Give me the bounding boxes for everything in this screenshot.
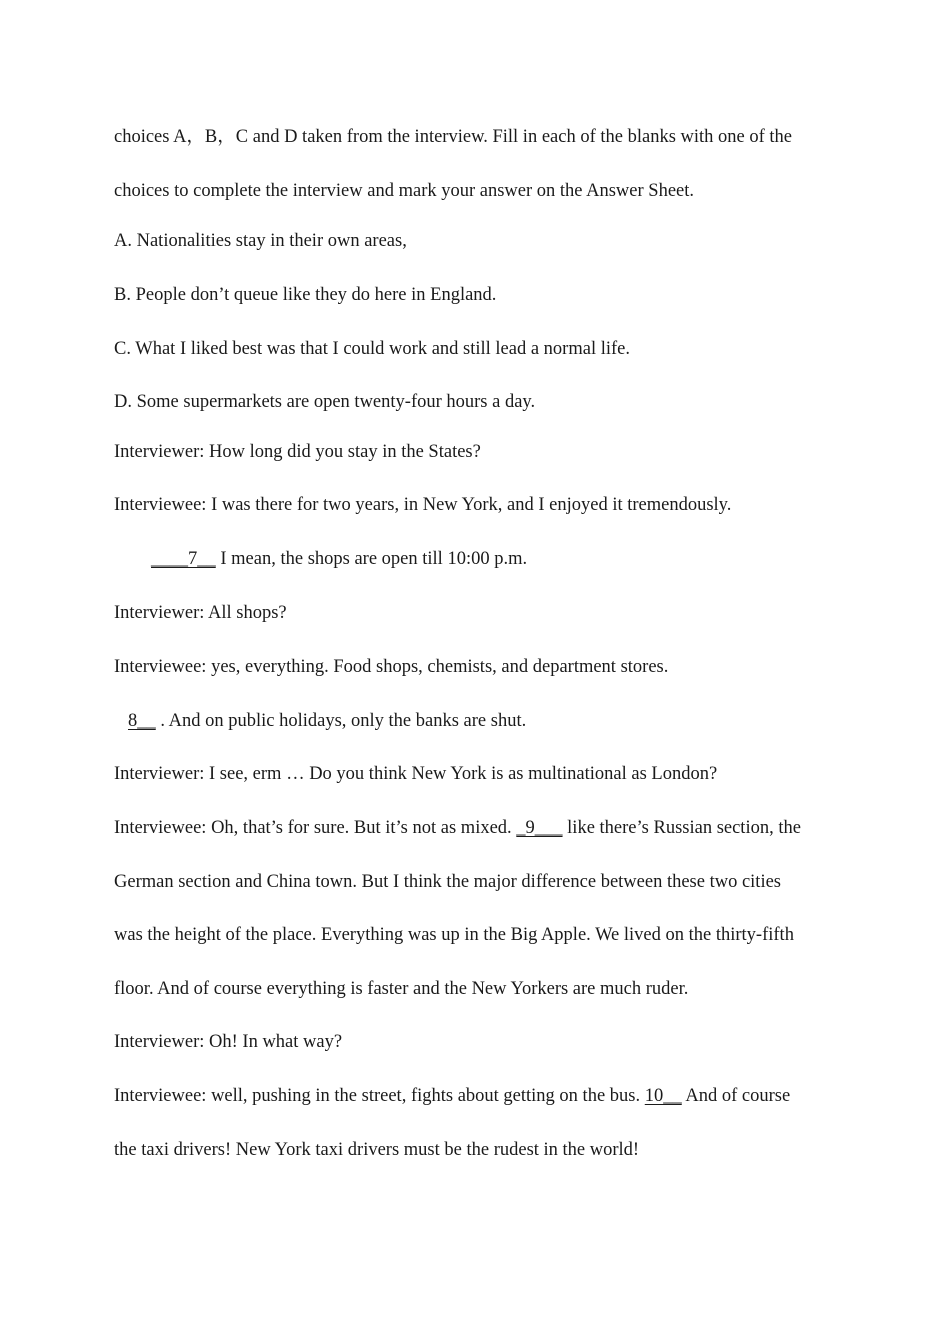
interviewee-a3-line-2: German section and China town. But I think the major difference between these two cities — [114, 872, 782, 892]
blank-9[interactable]: _9___ — [516, 818, 563, 838]
a4-end: And of course — [681, 1086, 791, 1106]
interviewee-a2: Interviewee: yes, everything. Food shops, chemists, and department stores. — [114, 657, 669, 677]
option-c: C. What I liked best was that I could work and still lead a normal life. — [114, 339, 630, 359]
intro-line-1: choices A，B，C and D taken from the interview. Fill in each of the blanks with one of the — [114, 127, 793, 147]
option-b: B. People don’t queue like they do here in England. — [114, 285, 497, 305]
intro-line-2: choices to complete the interview and mark your answer on the Answer Sheet. — [114, 181, 695, 201]
a1-continuation: I mean, the shops are open till 10:00 p.m. — [215, 549, 528, 569]
blank-8[interactable]: 8__ — [128, 711, 156, 731]
interviewer-q4: Interviewer: Oh! In what way? — [114, 1032, 343, 1052]
a3-start: Interviewee: Oh, that’s for sure. But it’s not as mixed. — [114, 818, 517, 838]
a2-continuation: . And on public holidays, only the banks are shut. — [155, 711, 527, 731]
option-a: A. Nationalities stay in their own areas, — [114, 231, 407, 251]
a3-end: like there’s Russian section, the — [562, 818, 801, 838]
interviewee-a1: Interviewee: I was there for two years, in New York, and I enjoyed it tremendously. — [114, 495, 732, 515]
answer-line-blank-7 — [151, 548, 527, 570]
answer-line-blank-8 — [128, 710, 526, 732]
option-d: D. Some supermarkets are open twenty-four hours a day. — [114, 392, 536, 412]
interviewer-q2: Interviewer: All shops? — [114, 603, 287, 623]
interviewee-a4-line-1 — [114, 1085, 790, 1107]
blank-7[interactable]: ____7__ — [151, 549, 216, 569]
interviewee-a3-line-1 — [114, 817, 801, 839]
interviewee-a4-line-2: the taxi drivers! New York taxi drivers must be the rudest in the world! — [114, 1140, 640, 1160]
a4-start: Interviewee: well, pushing in the street, fights about getting on the bus. — [114, 1086, 645, 1106]
blank-10[interactable]: 10__ — [644, 1086, 682, 1106]
interviewee-a3-line-4: floor. And of course everything is faster and the New Yorkers are much ruder. — [114, 979, 689, 999]
interviewee-a3-line-3: was the height of the place. Everything was up in the Big Apple. We lived on the thirty-fifth — [114, 925, 794, 945]
interviewer-q3: Interviewer: I see, erm … Do you think New York is as multinational as London? — [114, 764, 718, 784]
interviewer-q1: Interviewer: How long did you stay in the States? — [114, 442, 481, 462]
